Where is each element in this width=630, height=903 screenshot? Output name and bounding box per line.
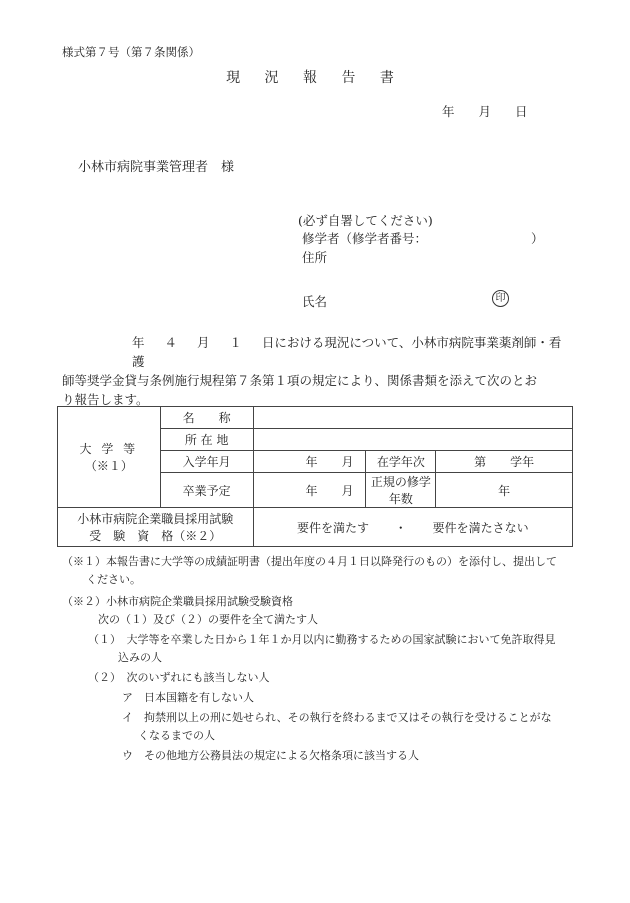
status-table [57,406,573,547]
exam-header-line-1: 小林市病院企業職員採用試験 [77,512,234,526]
entry-header: 入学年月 [160,451,253,473]
year-header: 在学年次 [366,451,436,473]
table-row [58,407,573,429]
seal-mark: 印 [492,290,509,307]
university-note: （※１） [84,459,133,473]
location-value[interactable] [253,429,572,451]
report-date: 年 月 日 [442,104,528,119]
table-row [58,508,573,547]
grad-value[interactable]: 年 月 [253,473,366,508]
signature-note: (必ず自署してください) [298,213,433,228]
option-meets[interactable]: 要件を満たす [296,520,369,535]
form-number: 様式第７号（第７条関係） [62,45,200,59]
address-label: 住所 [302,250,328,265]
location-header: 所 在 地 [160,429,253,451]
body-line-2: 師等奨学金貸与条例施行規程第７条第１項の規定により、関係書類を添えて次のとお [62,373,538,388]
grad-header: 卒業予定 [160,473,253,508]
report-body [62,333,568,409]
option-separator: ・ [394,520,407,535]
name-label: 氏名 [302,294,328,309]
university-label: 大 学 等 [79,442,139,456]
name-header: 名 称 [160,407,253,429]
note-2-item-2: （２） 次のいずれにも該当しない人 [88,671,270,684]
exam-header-line-2: 受 験 資 格（※２） [89,529,222,543]
note-2-item-i-line-2: くなるまでの人 [138,729,215,742]
note-2-item-u: ウ その他地方公務員法の規定による欠格条項に該当する人 [122,749,419,762]
regular-value[interactable]: 年 [436,473,573,508]
note-1-line-1: （※１）本報告書に大学等の成績証明書（提出年度の４月１日以降発行のもの）を添付し、提出して [62,555,557,568]
student-number-line [302,229,544,247]
entry-value[interactable]: 年 月 [253,451,366,473]
document-title: 現 況 報 告 書 [226,70,404,86]
note-2-item-a: ア 日本国籍を有しない人 [122,691,254,704]
body-line-3: り報告します。 [62,392,149,407]
university-group-cell [58,407,161,508]
year-value[interactable]: 第 学年 [436,451,573,473]
addressee: 小林市病院事業管理者 様 [78,160,235,175]
student-label: 修学者（修学者番号： [302,231,428,246]
option-not-meets[interactable]: 要件を満たさない [432,520,529,535]
body-line-1: 年 ４ 月 １ 日における現況について、小林市病院事業薬剤師・看護 [132,335,562,369]
note-2-item-i-line-1: イ 拘禁刑以上の刑に処せられ、その執行を終わるまで又はその執行を受けることがな [122,711,552,724]
notes [62,553,582,765]
name-value[interactable] [253,407,572,429]
exam-header [58,508,254,547]
note-2-item-1-line-2: 込みの人 [118,651,162,664]
student-number-close: ） [531,231,544,246]
note-1-line-2: ください。 [86,573,141,586]
note-2-intro: 次の（１）及び（２）の要件を全て満たす人 [98,613,318,626]
note-2-item-1-line-1: （１） 大学等を卒業した日から１年１か月以内に勤務するための国家試験において免許取得見 [88,633,556,646]
exam-choice [253,508,572,547]
note-2-title: （※２）小林市病院企業職員採用試験受験資格 [62,595,293,608]
regular-header: 正規の修学年数 [366,473,436,508]
